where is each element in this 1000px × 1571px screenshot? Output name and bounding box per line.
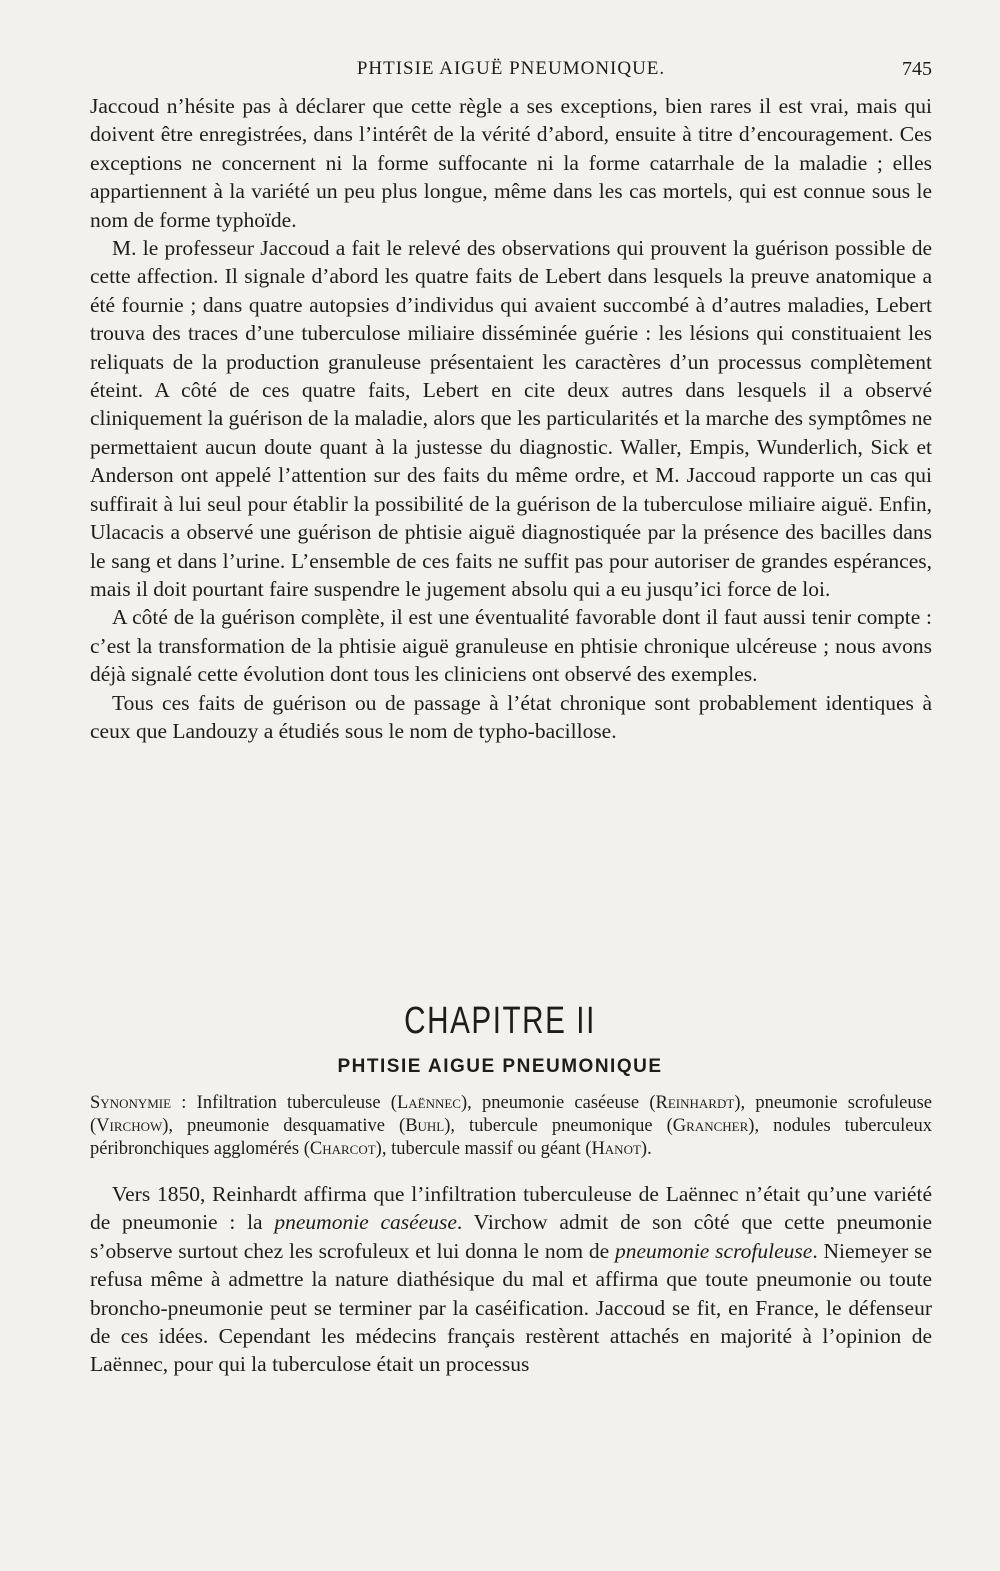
page-number: 745: [902, 58, 932, 80]
paragraph: A côté de la guérison complète, il est une éventualité favorable dont il faut aussi tenir compte : c’est la transformation de la phtisie aiguë granuleuse en phtisie chronique ulcéreuse ; nous avons déjà signalé cette évolution dont tous les cliniciens ont observé des exemples.: [90, 605, 932, 687]
text-run: Vers 1850, Reinhardt affirma que l’infiltration tuberculeuse de Laënnec n’était qu’une variété de pneumonie : la: [90, 1182, 932, 1235]
text-run: . Virchow admit de son côté que cette pneumonie s’observe surtout chez les scrofuleux et lui donna le nom de: [90, 1210, 932, 1263]
synonymie-text: ), pneumonie caséeuse (: [460, 1093, 656, 1113]
synonymie-text: ), tubercule pneumonique (: [444, 1116, 673, 1136]
synonymie-label: Synonymie :: [90, 1093, 187, 1113]
page-header: [90, 58, 932, 88]
chapter-title: CHAPITRE II: [404, 1000, 596, 1042]
paragraph: M. le professeur Jaccoud a fait le relevé des observations qui prouvent la guérison possible de cette affection. Il signale d’abord les quatre faits de Lebert dans lesquels la preuve anatomique a été fournie ; dans quatre autopsies d’individus qui avaient succombé à d’autres maladies, Lebert trouva des traces d’une tuberculose miliaire disséminée guérie : les lésions qui constituaient les reliquats de la production granuleuse présentaient les caractères d’un processus complètement éteint. A côté de ces quatre faits, Lebert en cite deux autres dans lesquels il a observé cliniquement la guérison de la maladie, alors que les particularités et la marche des symptômes ne permettaient aucun doute quant à la justesse du diagnostic. Waller, Empis, Wunderlich, Sick et Anderson ont appelé l’attention sur des faits du même ordre, et M. Jaccoud rapporte un cas qui suffirait à lui seul pour établir la possibilité de la guérison de la tuberculose miliaire aiguë. Enfin, Ulacacis a observé une guérison de phtisie aiguë diagnostiquée par la présence des bacilles dans le sang et dans l’urine. L’ensemble de ces faits ne suffit pas pour autoriser de grandes espérances, mais il doit pourtant faire suspendre le jugement absolu qui a eu jusqu’ici force de loi.: [90, 236, 932, 601]
chapter-subtitle: PHTISIE AIGUE PNEUMONIQUE: [337, 1056, 663, 1077]
paragraph: [90, 1180, 932, 1379]
running-head: PHTISIE AIGUË PNEUMONIQUE.: [356, 58, 666, 79]
synonymie-text: ), nodules tuberculeux péribronchiques agglomérés (: [90, 1116, 932, 1159]
text-run: . Niemeyer se refusa même à admettre la nature diathésique du mal et affirma que toute pneumonie ou toute broncho-pneumonie peut se terminer par la caséification. Jaccoud se fit, en France, le défenseur de ces idées. Cependant les médecins français restèrent attachés en majorité à l’opinion de Laënnec, pour qui la tuberculose était un processus: [90, 1238, 933, 1377]
body-text: [90, 92, 932, 745]
synonymie-text: ), pneumonie scrofuleuse (: [90, 1093, 933, 1136]
italic-term: pneumonie scrofuleuse: [615, 1238, 813, 1263]
author-name: Buhl: [405, 1116, 445, 1136]
author-name: Laënnec: [396, 1093, 461, 1113]
author-name: Reinhardt: [655, 1093, 735, 1113]
synonymie-text: ).: [640, 1139, 652, 1159]
synonymie-text: Infiltration tuberculeuse (: [196, 1093, 397, 1113]
author-name: Virchow: [96, 1116, 163, 1136]
author-name: Grancher: [672, 1116, 749, 1136]
chapter-body-text: [90, 1180, 932, 1379]
synonymie-text: ), pneumonie desquamative (: [162, 1116, 406, 1136]
paragraph: Tous ces faits de guérison ou de passage à l’état chronique sont probablement identiques à ceux que Landouzy a étudiés sous le nom de typho-bacillose.: [90, 690, 932, 743]
paragraph: Jaccoud n’hésite pas à déclarer que cette règle a ses exceptions, bien rares il est vrai, mais qui doivent être enregistrées, dans l’intérêt de la vérité d’abord, ensuite à titre d’encouragement. Ces exceptions ne concernent ni la forme suffocante ni la forme catarrhale de la maladie ; elles appartiennent à la variété un peu plus longue, même dans les cas mortels, qui est connue sous le nom de forme typhoïde.: [90, 94, 932, 232]
synonymie-note: [90, 1092, 932, 1161]
synonymie-text: ), tubercule massif ou géant (: [375, 1139, 592, 1159]
author-name: Hanot: [591, 1139, 641, 1159]
author-name: Charcot: [309, 1139, 376, 1159]
italic-term: pneumonie caséeuse: [274, 1210, 457, 1235]
